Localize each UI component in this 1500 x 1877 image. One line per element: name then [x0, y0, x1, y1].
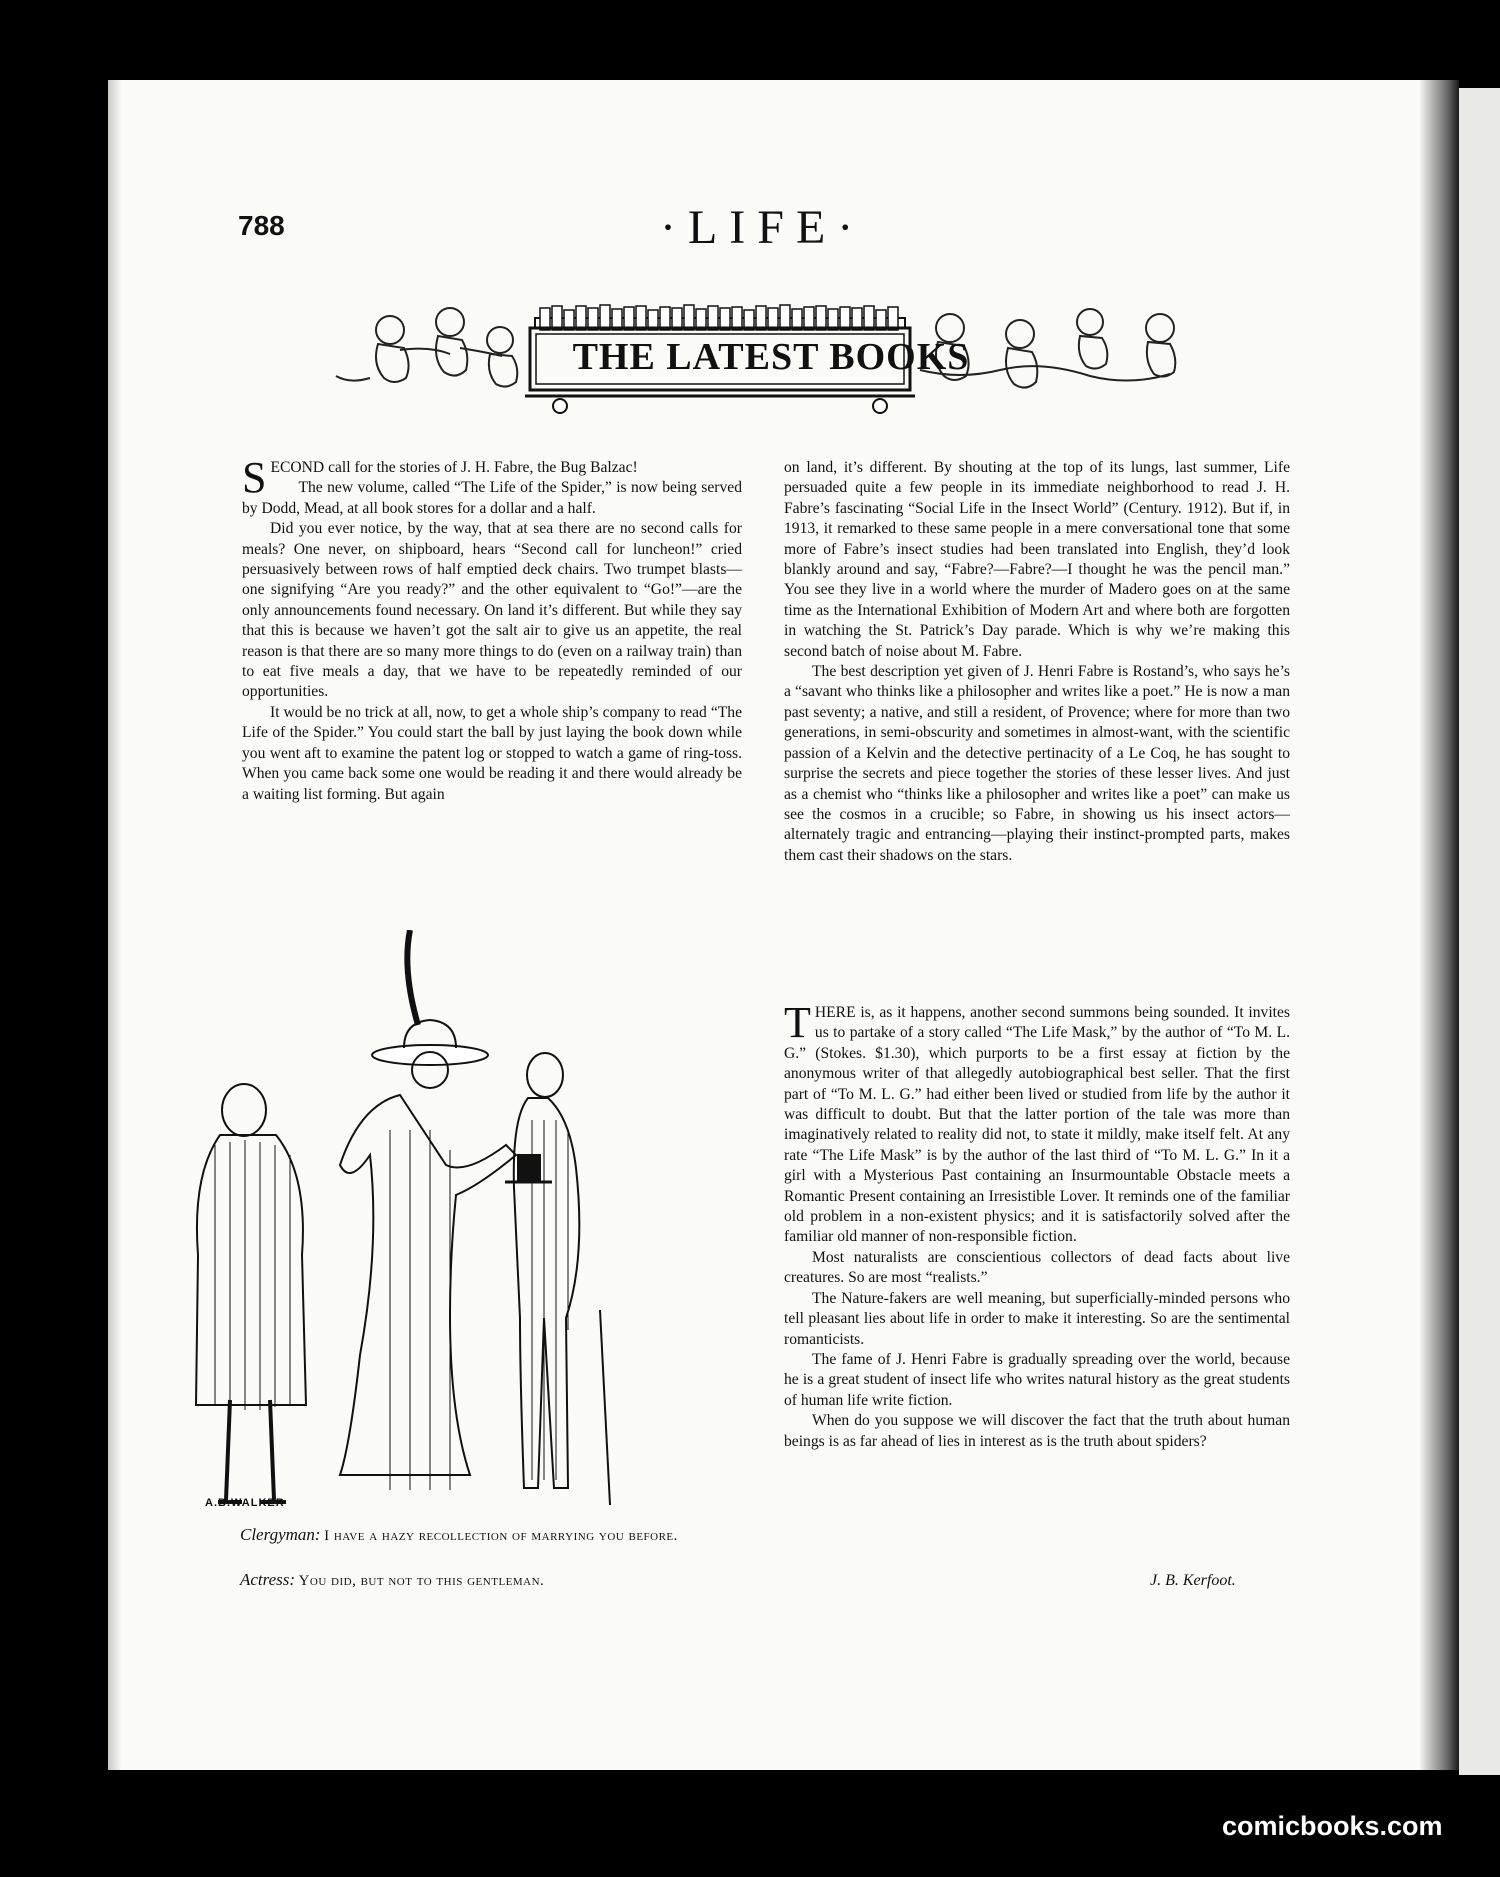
section-title: THE LATEST BOOKS	[572, 336, 970, 378]
actress-figure	[340, 930, 516, 1490]
article-paragraph: Most naturalists are conscientious collectors of dead facts about live creatures. So are most “realists.”	[784, 1248, 1290, 1287]
article-text: ECOND call for the stories of J. H. Fabre, the Bug Balzac!	[270, 459, 638, 476]
article-column-right	[784, 458, 1290, 866]
caption-speaker: Actress:	[240, 1570, 296, 1589]
page-inner-edge	[108, 80, 122, 1770]
article-paragraph: The best description yet given of J. Henri Fabre is Rostand’s, who says he’s a “savant who thinks like a philosopher and writes like a poet.” He is now a man past seventy; a native, and still a resident, of Provence; where for more than two generations, in semi-obscurity and sometimes in almost-want, with the scientific passion of a Kelvin and the detective pertinacity of a Le Coq, he has sought to surprise the secrets and piece together the stories of these lesser lives. And just as a chemist who “thinks like a philosopher and writes like a poet” can make us see the cosmos in a crucible; so Fabre, in showing us his insect actors—alternately tragic and entrancing—playing their instinct-prompted parts, makes them cast their shadows on the stars.	[784, 663, 1290, 864]
watermark: comicbooks.com	[1222, 1811, 1443, 1841]
page-gutter-shadow	[1420, 80, 1459, 1770]
cartoon-caption-actress	[240, 1568, 750, 1594]
article-paragraph: on land, it’s different. By shouting at the top of its lungs, last summer, Life persuaded quite a few people in its immediate neighborhood to read J. H. Fabre’s fascinating “Social Life in the Insect World” (Century. 1912). But if, in 1913, it remarked to these same people in a mere conversational tone that some more of Fabre’s insect studies had been translated into English, they’d look blankly around and say, “Fabre?—Fabre?—I thought he was the pencil man.” You see they live in a world where the murder of Madero goes on at the same time as the International Exhibition of Modern Art and where both are forgotten in watching the St. Patrick’s Day parade. Which is why we’re making this second batch of noise about M. Fabre.	[784, 459, 1290, 660]
article-paragraph: The Nature-fakers are well meaning, but superficially-minded persons who tell pleasant lies about life in order to make it interesting. So are the sentimental romanticists.	[784, 1289, 1290, 1348]
cartoon-caption-clergyman	[240, 1523, 750, 1549]
artist-signature: A.B.WALKER	[205, 1497, 285, 1509]
cartoon-illustration	[160, 930, 760, 1520]
drop-cap: T	[784, 998, 811, 1047]
article-column-left	[242, 453, 742, 805]
caption-line: I have a hazy recollection of marrying you before.	[324, 1528, 678, 1544]
caption-speaker: Clergyman:	[240, 1525, 321, 1544]
article-paragraph: Did you ever notice, by the way, that at sea there are no second calls for meals? One never, on shipboard, hears “Second call for luncheon!” cried persuasively between rows of half emptied deck chairs. Two trumpet blasts—one signifying “Are you ready?” and the other equivalent to “Go!”—are the only announcements found necessary. On land it’s different. But while they say that this is because we haven’t got the salt air to give us an appetite, the real reason is that there are so many more things to do (even on a railway train) than to eat five meals a day, that we have to be repeatedly reminded of our opportunities.	[242, 520, 742, 701]
article-paragraph: The fame of J. Henri Fabre is gradually spreading over the world, because he is a great student of insect life who writes natural history as the great students of human life write fiction.	[784, 1350, 1290, 1409]
clergyman-figure	[196, 1084, 306, 1502]
author-byline: J. B. Kerfoot.	[1150, 1572, 1236, 1589]
adjacent-page-edge	[1459, 88, 1500, 1775]
article-paragraph: The new volume, called “The Life of the Spider,” is now being served by Dodd, Mead, at all book stores for a dollar and a half.	[242, 479, 742, 517]
article-paragraph: When do you suppose we will discover the fact that the truth about human beings is as far ahead of lies in interest as is the truth about spiders?	[784, 1412, 1290, 1450]
article-text: HERE is, as it happens, another second summons being sounded. It invites us to partake of a story called “The Life Mask,” by the author of “To M. L. G.” (Stokes. $1.30), which purports to be a first essay at fiction by the anonymous writer of that allegedly autobiographical best seller. That the first part of “To M. L. G.” had either been lived or studied from life by the author it was difficult to doubt. But that the latter portion of the tale was more than imaginatively related to reality did not, to state it mildly, make itself felt. At any rate “The Life Mask” is by the author of the last third of “To M. L. G.” In it a girl with a Mysterious Past containing an Insurmountable Obstacle meets a Romantic Present containing an Irresistible Lover. It reminds one of the familiar old problem in a non-existent physics; and it is satisfactorily solved after the familiar old manner of non-responsible fiction.	[784, 1004, 1290, 1246]
left-cherubs-illustration	[336, 308, 517, 387]
masthead: ·LIFE·	[660, 201, 866, 254]
article-paragraph: It would be no trick at all, now, to get a whole ship’s company to read “The Life of the Spider.” You could start the ball by just laying the book down while you went aft to examine the patent log or stopped to watch a game of ring-toss. When you came back some one would be reading it and there would already be a waiting list forming. But again	[242, 703, 742, 803]
gentleman-figure	[505, 1053, 610, 1505]
article-paragraph	[784, 998, 1290, 1248]
drop-cap: S	[242, 453, 267, 502]
second-review-column	[784, 998, 1290, 1452]
page-number: 788	[238, 210, 285, 241]
caption-line: You did, but not to this gentleman.	[298, 1573, 545, 1589]
